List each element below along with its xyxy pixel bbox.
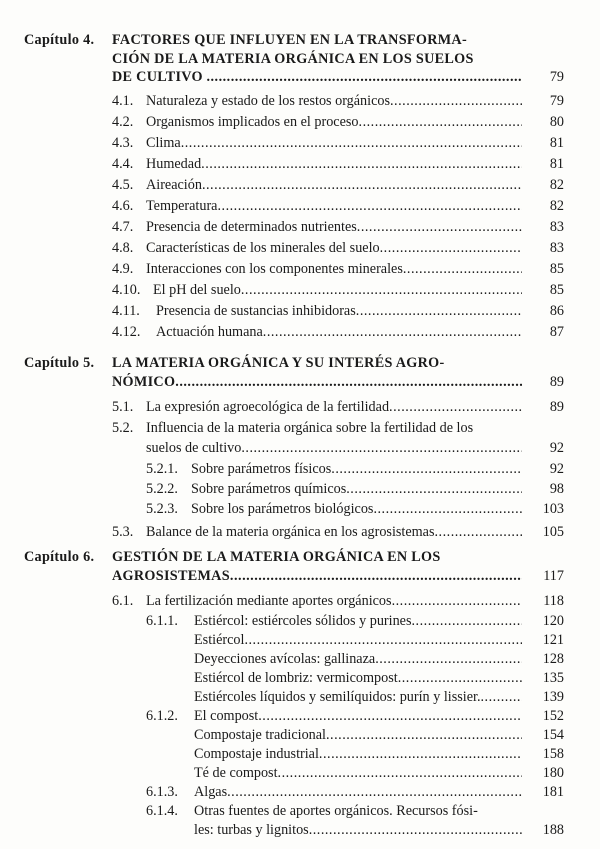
toc-entry-5-2-1[interactable] [0,459,600,479]
entry-number: 4.2. [112,114,134,130]
toc-entry-5-2-3[interactable] [0,499,600,519]
entry-page: 121 [542,632,564,648]
toc-entry-5-3[interactable] [0,522,600,542]
chapter-4-title-line-2: CIÓN DE LA MATERIA ORGÁNICA EN LOS SUELOS [112,51,474,67]
entry-page: 181 [542,784,564,800]
entry-page: 154 [542,727,564,743]
entry-title: Sobre los parámetros biológicos [191,501,374,517]
toc-entry-6-1[interactable] [0,591,600,611]
toc-entry-gallinaza[interactable] [0,649,600,669]
entry-page: 87 [549,324,564,340]
entry-title-line-1: Otras fuentes de aportes orgánicos. Recursos fósi- [194,803,478,819]
entry-page: 105 [542,524,564,540]
entry-title: La fertilización mediante aportes orgánicos [146,593,392,609]
chapter-5-page: 89 [549,374,564,390]
entry-number: 4.3. [112,135,134,151]
entry-page: 86 [549,303,564,319]
entry-number: 5.2.1. [146,461,178,477]
entry-page: 120 [542,613,564,629]
toc-entry-4-6[interactable] [0,196,600,216]
entry-title-line-1: Influencia de la materia orgánica sobre la fertilidad de los [146,420,474,436]
entry-page: 92 [549,461,564,477]
entry-page: 92 [549,440,564,456]
entry-page: 98 [549,481,564,497]
entry-number: 5.2.3. [146,501,178,517]
toc-entry-5-2[interactable] [0,438,600,458]
toc-entry-4-3[interactable] [0,133,600,153]
entry-page: 81 [549,156,564,172]
entry-number: 6.1.4. [146,803,178,819]
toc-entry-vermicompost[interactable] [0,668,600,688]
entry-page: 128 [542,651,564,667]
entry-page: 81 [549,135,564,151]
entry-number: 6.1.3. [146,784,178,800]
chapter-5-title-line-1: LA MATERIA ORGÁNICA Y SU INTERÉS AGRO- [112,355,445,371]
toc-entry-te-de-compost[interactable] [0,763,600,783]
toc-entry-4-9[interactable] [0,259,600,279]
toc-entry-4-12[interactable] [0,322,600,342]
entry-number: 5.3. [112,524,134,540]
chapter-6-label: Capítulo 6. [24,549,95,565]
entry-title: Compostaje industrial [194,746,319,762]
entry-title: La expresión agroecológica de la fertilidad [146,399,390,415]
toc-entry-4-5[interactable] [0,175,600,195]
entry-page: 180 [542,765,564,781]
entry-title: Deyecciones avícolas: gallinaza [194,651,376,667]
entry-number: 5.1. [112,399,134,415]
entry-title: Naturaleza y estado de los restos orgánicos [146,93,390,109]
entry-title: Presencia de determinados nutrientes [146,219,357,235]
toc-entry-purin[interactable] [0,687,600,707]
entry-title: Aireación [146,177,202,193]
entry-title: Temperatura [146,198,218,214]
entry-title: Estiércoles líquidos y semilíquidos: purín y lissier. [194,689,481,705]
toc-entry-6-1-3[interactable] [0,782,600,802]
chapter-6-page: 117 [543,568,564,584]
entry-number: 4.4. [112,156,134,172]
toc-entry-6-1-2[interactable] [0,706,600,726]
entry-number: 5.2.2. [146,481,178,497]
chapter-4-title-line-1: FACTORES QUE INFLUYEN EN LA TRANSFORMA- [112,32,467,48]
toc-entry-5-2-2[interactable] [0,479,600,499]
entry-page: 83 [549,219,564,235]
entry-title: El compost [194,708,259,724]
chapter-5-title-line-2: NÓMICO [112,374,176,390]
entry-title: Interacciones con los componentes minerales [146,261,403,277]
chapter-6-entry[interactable] [0,566,600,586]
entry-title: Sobre parámetros físicos [191,461,332,477]
entry-page: 82 [549,198,564,214]
entry-page: 85 [549,282,564,298]
toc-entry-4-7[interactable] [0,217,600,237]
chapter-5-entry[interactable] [0,372,600,392]
entry-page: 158 [542,746,564,762]
toc-entry-5-1[interactable] [0,397,600,417]
chapter-5-label: Capítulo 5. [24,355,95,371]
chapter-4-entry[interactable] [0,67,600,87]
chapter-4-title-line-3: DE CULTIVO [112,69,203,85]
entry-title-line-2: les: turbas y lignitos [194,822,309,838]
entry-title: Estiércol: estiércoles sólidos y purines [194,613,412,629]
entry-number: 4.6. [112,198,134,214]
entry-title: Algas [194,784,228,800]
entry-page: 135 [542,670,564,686]
entry-page: 118 [543,593,564,609]
entry-number: 4.12. [112,324,141,340]
entry-number: 4.5. [112,177,134,193]
toc-entry-compostaje-tradicional[interactable] [0,725,600,745]
toc-entry-compostaje-industrial[interactable] [0,744,600,764]
toc-entry-4-10[interactable] [0,280,600,300]
entry-page: 79 [549,93,564,109]
chapter-4-label: Capítulo 4. [24,32,95,48]
entry-title: Estiércol [194,632,245,648]
toc-entry-estiercol[interactable] [0,630,600,650]
toc-entry-4-4[interactable] [0,154,600,174]
entry-page: 80 [549,114,564,130]
entry-page: 188 [542,822,564,838]
entry-title-line-2: suelos de cultivo [146,440,242,456]
chapter-6-title-line-2: AGROSISTEMAS [112,568,230,584]
entry-page: 85 [549,261,564,277]
toc-entry-4-11[interactable] [0,301,600,321]
entry-page: 139 [542,689,564,705]
toc-entry-6-1-1[interactable] [0,611,600,631]
chapter-6-title-line-1: GESTIÓN DE LA MATERIA ORGÁNICA EN LOS [112,549,441,565]
entry-number: 5.2. [112,420,134,436]
entry-number: 4.9. [112,261,134,277]
entry-title: Humedad [146,156,202,172]
entry-title: Balance de la materia orgánica en los agrosistemas [146,524,435,540]
toc-entry-6-1-4[interactable] [0,820,600,840]
entry-page: 89 [549,399,564,415]
toc-entry-4-2[interactable] [0,112,600,132]
toc-entry-4-1[interactable] [0,91,600,111]
entry-number: 4.7. [112,219,134,235]
toc-entry-4-8[interactable] [0,238,600,258]
entry-title: Estiércol de lombriz: vermicompost [194,670,398,686]
entry-number: 4.10. [112,282,141,298]
entry-number: 4.11. [112,303,140,319]
entry-title: El pH del suelo [153,282,241,298]
entry-title: Características de los minerales del suelo [146,240,380,256]
entry-page: 83 [549,240,564,256]
entry-title: Actuación humana [156,324,263,340]
entry-number: 4.1. [112,93,134,109]
entry-title: Compostaje tradicional [194,727,326,743]
entry-title: Organismos implicados en el proceso [146,114,359,130]
entry-page: 103 [542,501,564,517]
entry-page: 152 [542,708,564,724]
entry-title: Clima [146,135,181,151]
chapter-4-page: 79 [549,69,564,85]
entry-number: 6.1.2. [146,708,178,724]
entry-title: Sobre parámetros químicos [191,481,347,497]
entry-title: Té de compost [194,765,278,781]
entry-number: 4.8. [112,240,134,256]
entry-title: Presencia de sustancias inhibidoras [156,303,356,319]
entry-page: 82 [549,177,564,193]
entry-number: 6.1.1. [146,613,178,629]
entry-number: 6.1. [112,593,134,609]
